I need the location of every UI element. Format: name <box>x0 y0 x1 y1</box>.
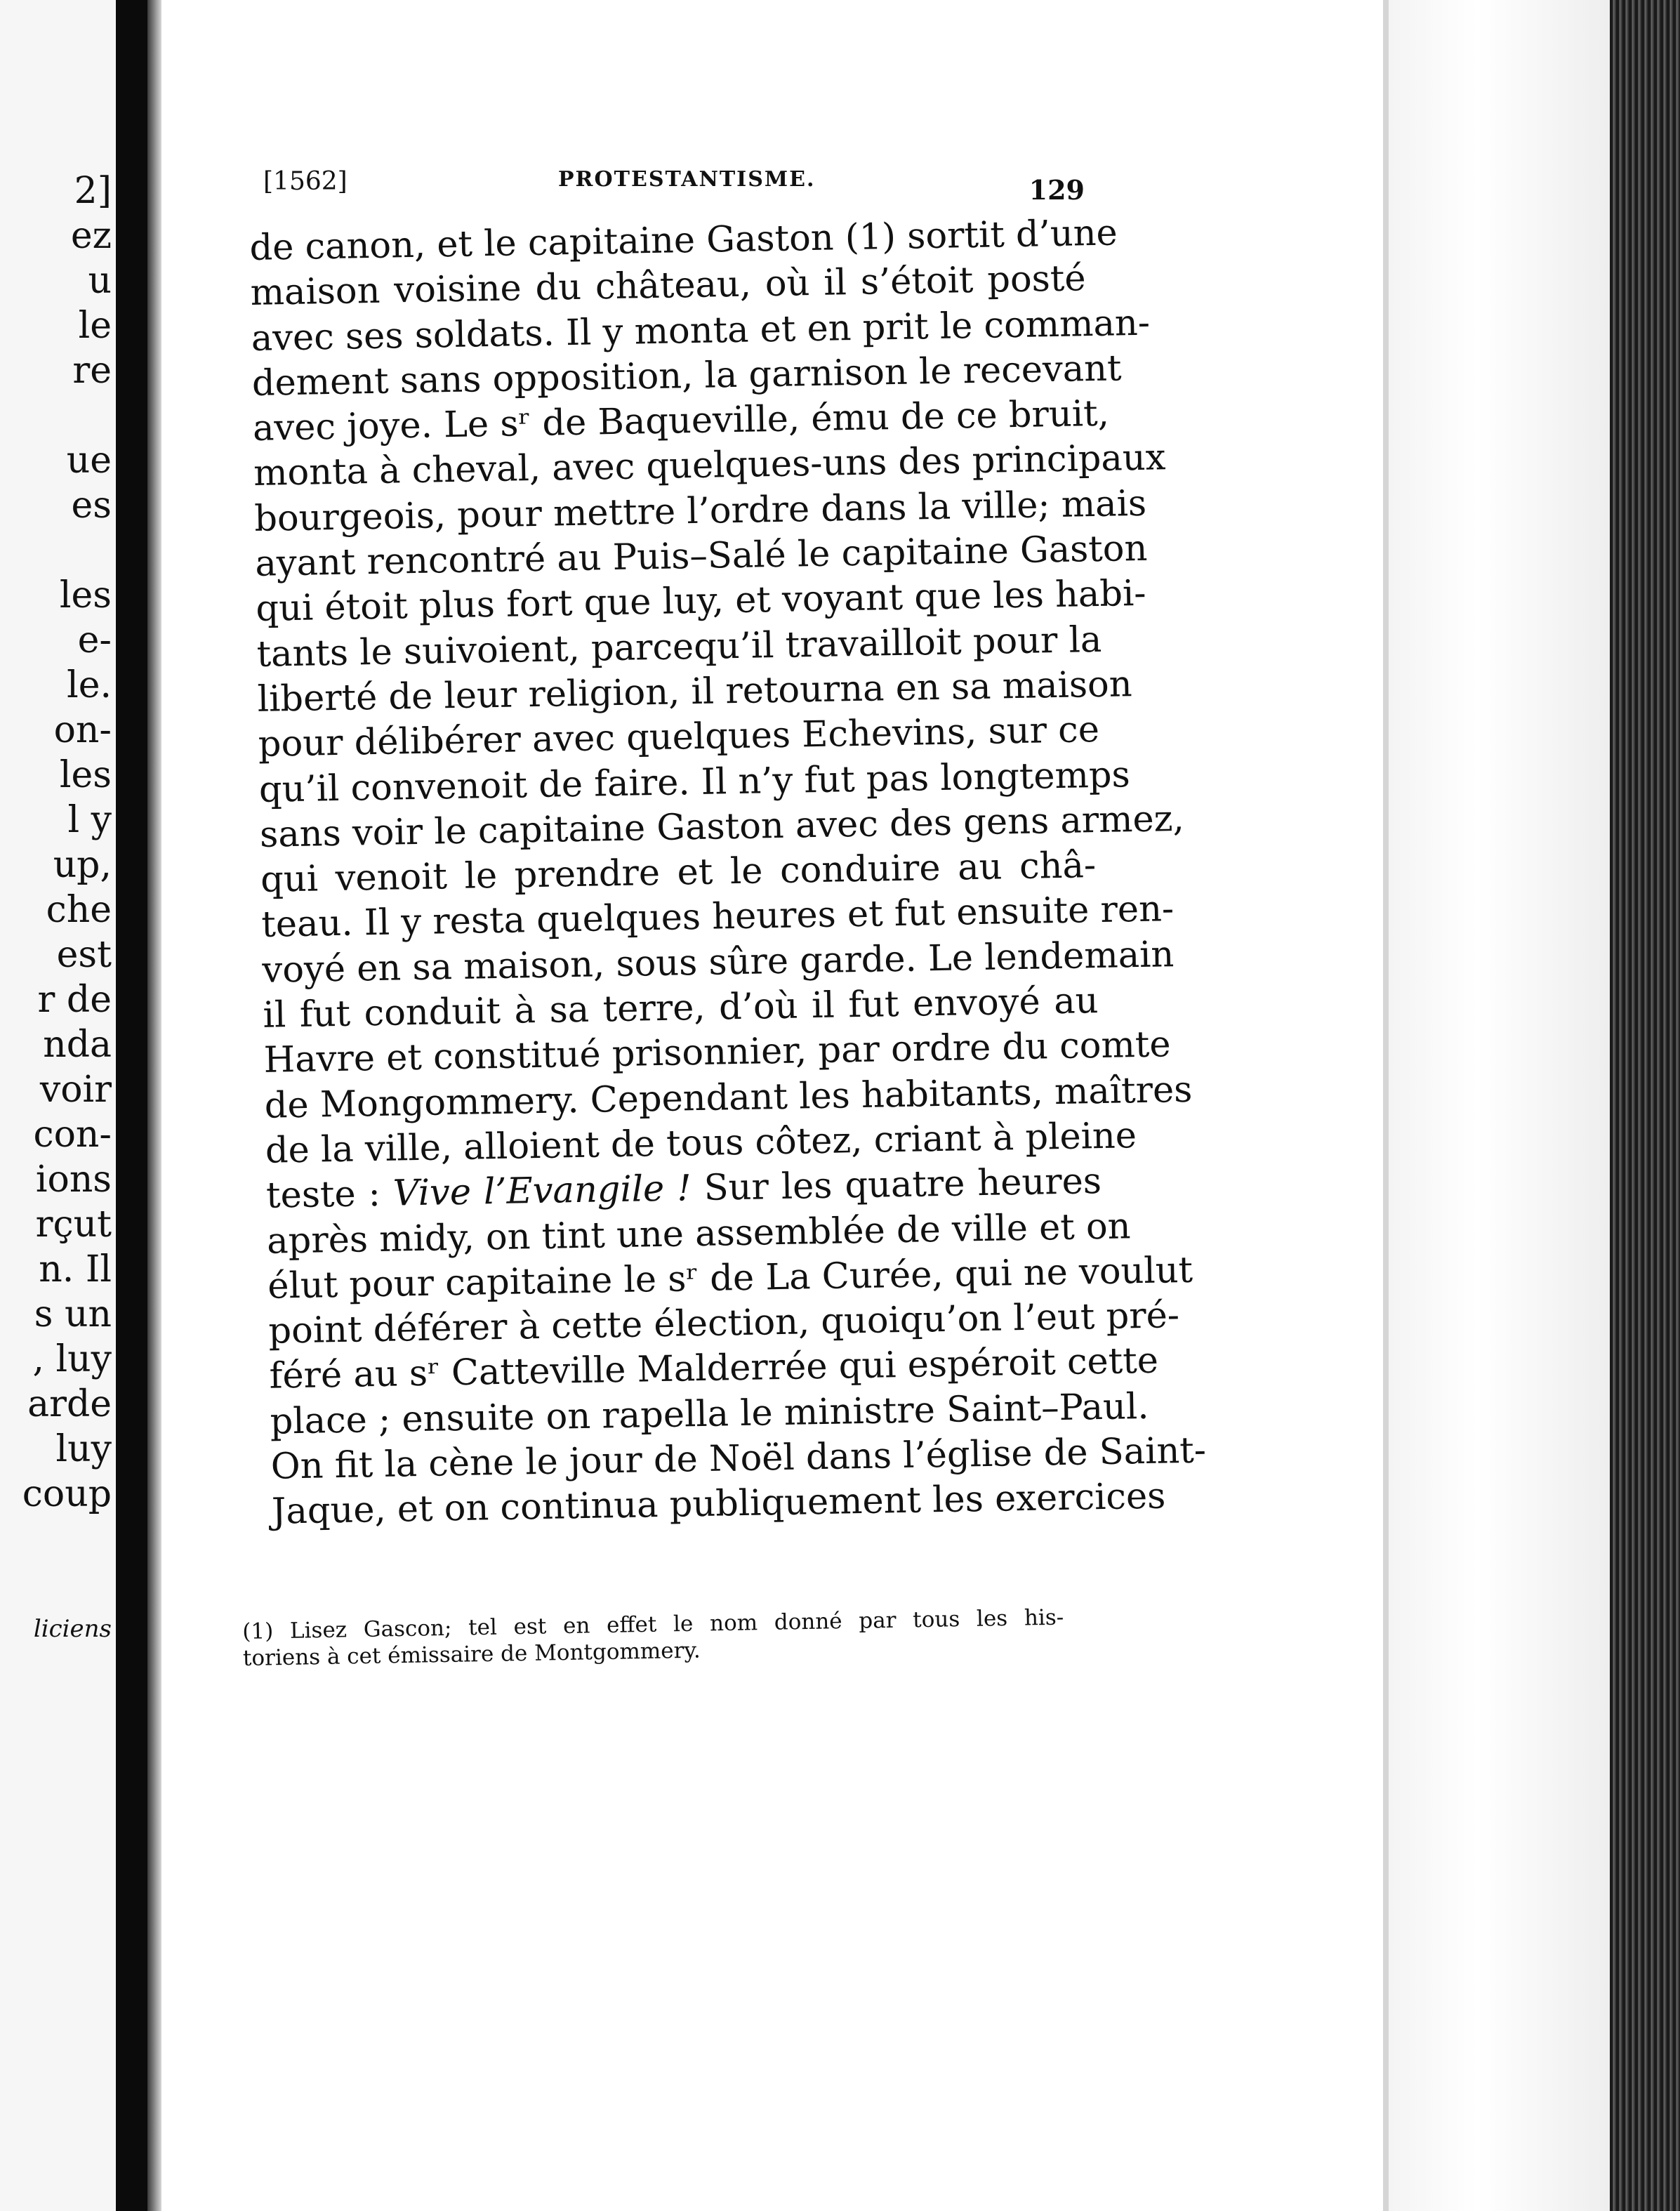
left-fragment: r de <box>37 979 112 1021</box>
left-fragment: re <box>72 350 112 392</box>
footnote-line: toriens à cet émissaire de Montgommery. <box>242 1637 701 1671</box>
text-line: place ; ensuite on rapella le ministre Saint–Paul. <box>270 1385 1149 1443</box>
right-page <box>161 0 1383 2211</box>
text-line: de Mongommery. Cependant les habitants, maîtres <box>264 1069 1193 1127</box>
left-fragment: ez <box>70 215 112 257</box>
left-fragment: on- <box>53 709 112 751</box>
left-facing-page <box>0 0 116 2211</box>
text-line: qui étoit plus fort que luy, et voyant que les habi- <box>256 573 1147 631</box>
text-line: monta à cheval, avec quelques-uns des principaux <box>253 437 1166 495</box>
header-title: PROTESTANTISME. <box>558 167 816 192</box>
left-fragment <box>0 528 112 573</box>
footnote-line: (1) Lisez Gascon; tel est en effet le nom donné par tous les his- <box>242 1604 1064 1644</box>
left-fragment: rçut <box>35 1203 112 1246</box>
text-line: Havre et constitué prisonnier, par ordre du comte <box>263 1024 1172 1082</box>
page-fold-edge <box>1383 0 1389 2211</box>
vive-italic: Vive l’Evangile ! <box>392 1168 692 1215</box>
left-fragment: ions <box>35 1159 112 1201</box>
text-line: il fut conduit à sa terre, d’où il fut envoyé au <box>263 980 1099 1036</box>
left-fragment: che <box>46 889 112 931</box>
text-line: féré au sʳ Catteville Malderrée qui espéroit cette <box>269 1340 1159 1398</box>
text-line: après midy, on tint une assemblée de ville et on <box>266 1205 1132 1262</box>
text-line: sans voir le capitaine Gaston avec des gens armez, <box>259 798 1185 856</box>
left-fragment: le. <box>67 664 112 706</box>
left-fragment: ue <box>66 440 112 482</box>
text-line: teau. Il y resta quelques heures et fut ensuite ren- <box>260 888 1175 946</box>
text-line: avec ses soldats. Il y monta et en prit le comman- <box>251 302 1151 359</box>
left-fragment: nda <box>43 1024 112 1066</box>
footnote <box>242 1604 1064 1672</box>
text-line: voyé en sa maison, sous sûre garde. Le lendemain <box>261 933 1175 991</box>
text-line: avec joye. Le sʳ de Baqueville, ému de ce bruit, <box>252 392 1110 450</box>
left-fragment: voir <box>39 1069 112 1111</box>
left-fragment: es <box>71 484 112 527</box>
left-fragment: con- <box>33 1114 112 1156</box>
left-fragment: le <box>78 305 112 347</box>
book-gutter <box>116 0 147 2211</box>
left-fragment: les <box>59 754 112 796</box>
text-line: élut pour capitaine le sʳ de La Curée, qui ne voulut <box>267 1249 1193 1307</box>
text-line: maison voisine du château, où il s’étoit posté <box>250 258 1087 315</box>
vive-pre: teste : <box>265 1173 394 1217</box>
text-line: liberté de leur religion, il retourna en sa maison <box>257 664 1133 720</box>
left-page-text-fragments <box>0 0 112 1517</box>
left-fragment: est <box>56 934 112 976</box>
text-line: qui venoit le prendre et le conduire au châ- <box>260 845 1097 902</box>
page-number: 129 <box>1028 174 1085 206</box>
left-footnote-fragment: liciens <box>33 1615 112 1643</box>
book-page-edges <box>1610 0 1680 2211</box>
left-fragment: 2] <box>74 170 112 212</box>
left-fragment: luy <box>55 1428 112 1470</box>
left-fragment: coup <box>22 1473 112 1515</box>
text-line: de la ville, alloient de tous côtez, criant à pleine <box>265 1115 1137 1172</box>
text-line: tants le suivoient, parcequ’il travailloit pour la <box>256 619 1102 675</box>
left-fragment: , luy <box>32 1338 112 1380</box>
underlying-page <box>1389 0 1610 2211</box>
left-fragment: up, <box>53 844 112 886</box>
text-line: On fit la cène le jour de Noël dans l’église de Saint- <box>270 1430 1207 1488</box>
vive-post: Sur les quatre heures <box>691 1161 1102 1210</box>
gutter-shadow <box>147 0 161 2211</box>
text-line: ayant rencontré au Puis–Salé le capitaine Gaston <box>254 527 1148 586</box>
text-line: point déférer à cette élection, quoiqu’on l’eut pré- <box>267 1295 1180 1352</box>
header-date: [1562] <box>263 167 348 196</box>
left-fragment: s un <box>34 1293 112 1335</box>
left-fragment: n. Il <box>39 1248 112 1291</box>
left-fragment: u <box>88 260 112 302</box>
text-line: Jaque, et on continua publiquement les exercices <box>271 1475 1166 1533</box>
left-fragment: l y <box>67 799 112 841</box>
text-line: bourgeois, pour mettre l’ordre dans la ville; mais <box>253 482 1147 540</box>
left-fragment <box>0 393 112 438</box>
left-fragment: les <box>59 574 112 616</box>
body-text <box>249 211 1207 1535</box>
running-header <box>263 167 1085 209</box>
text-line: pour délibérer avec quelques Echevins, sur ce <box>258 709 1100 766</box>
text-line: dement sans opposition, la garnison le recevant <box>251 348 1122 404</box>
left-fragment: arde <box>27 1383 112 1425</box>
text-line: de canon, et le capitaine Gaston (1) sortit d’une <box>249 212 1118 269</box>
text-line: qu’il convenoit de faire. Il n’y fut pas longtemps <box>258 753 1131 811</box>
left-fragment: e- <box>77 619 112 661</box>
